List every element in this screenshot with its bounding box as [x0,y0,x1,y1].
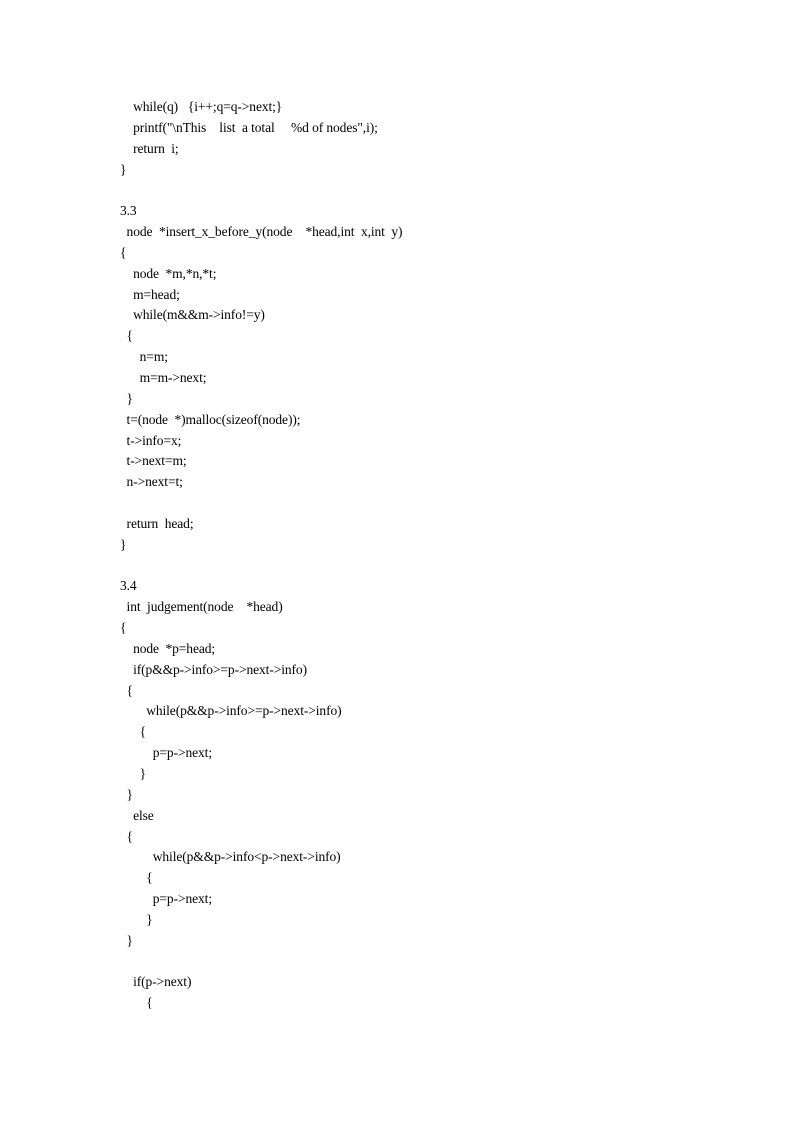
code-line [120,556,402,577]
code-line: { [120,682,133,698]
code-line: if(p&&p->info>=p->next->info) [120,661,307,677]
code-line: p=p->next; [120,745,212,761]
code-line: n=m; [120,349,168,365]
code-line: node *p=head; [120,640,216,656]
code-line: m=head; [120,286,180,302]
code-line: } [120,390,133,406]
code-line: { [120,328,133,344]
code-line: else [120,807,154,823]
code-line: { [120,870,153,886]
code-line [120,952,402,973]
code-line: while(p&&p->info>=p->next->info) [120,703,342,719]
code-line: } [120,932,133,948]
code-line: t=(node *)malloc(sizeof(node)); [120,411,301,427]
code-line: { [120,828,133,844]
code-line: n->next=t; [120,474,183,490]
code-line: t->info=x; [120,432,182,448]
code-line: { [120,620,127,636]
code-line: node *insert_x_before_y(node *head,int x,int y) [120,224,403,240]
code-line: } [120,786,133,802]
code-line: return i; [120,140,179,156]
code-line: while(m&&m->info!=y) [120,307,265,323]
code-line: m=m->next; [120,369,207,385]
code-line: { [120,724,147,740]
code-line: while(p&&p->info<p->next->info) [120,849,341,865]
code-line [120,493,402,514]
code-line: { [120,244,127,260]
code-line: return head; [120,515,194,531]
code-line: int judgement(node *head) [120,599,283,615]
code-line [120,180,402,201]
code-line: while(q) {i++;q=q->next;} [120,99,283,114]
code-line: node *m,*n,*t; [120,265,217,281]
code-listing [120,97,402,1014]
code-line: p=p->next; [120,891,212,907]
code-line: if(p->next) [120,974,192,990]
code-line: } [120,766,147,781]
code-line: } [120,536,127,552]
code-line: 3.3 [120,203,137,219]
code-line: { [120,995,153,1011]
code-line: printf("\nThis list a total %d of nodes",i); [120,119,378,135]
code-line: } [120,161,127,177]
code-line: } [120,911,153,927]
code-line: 3.4 [120,578,137,594]
code-line: t->next=m; [120,453,187,469]
